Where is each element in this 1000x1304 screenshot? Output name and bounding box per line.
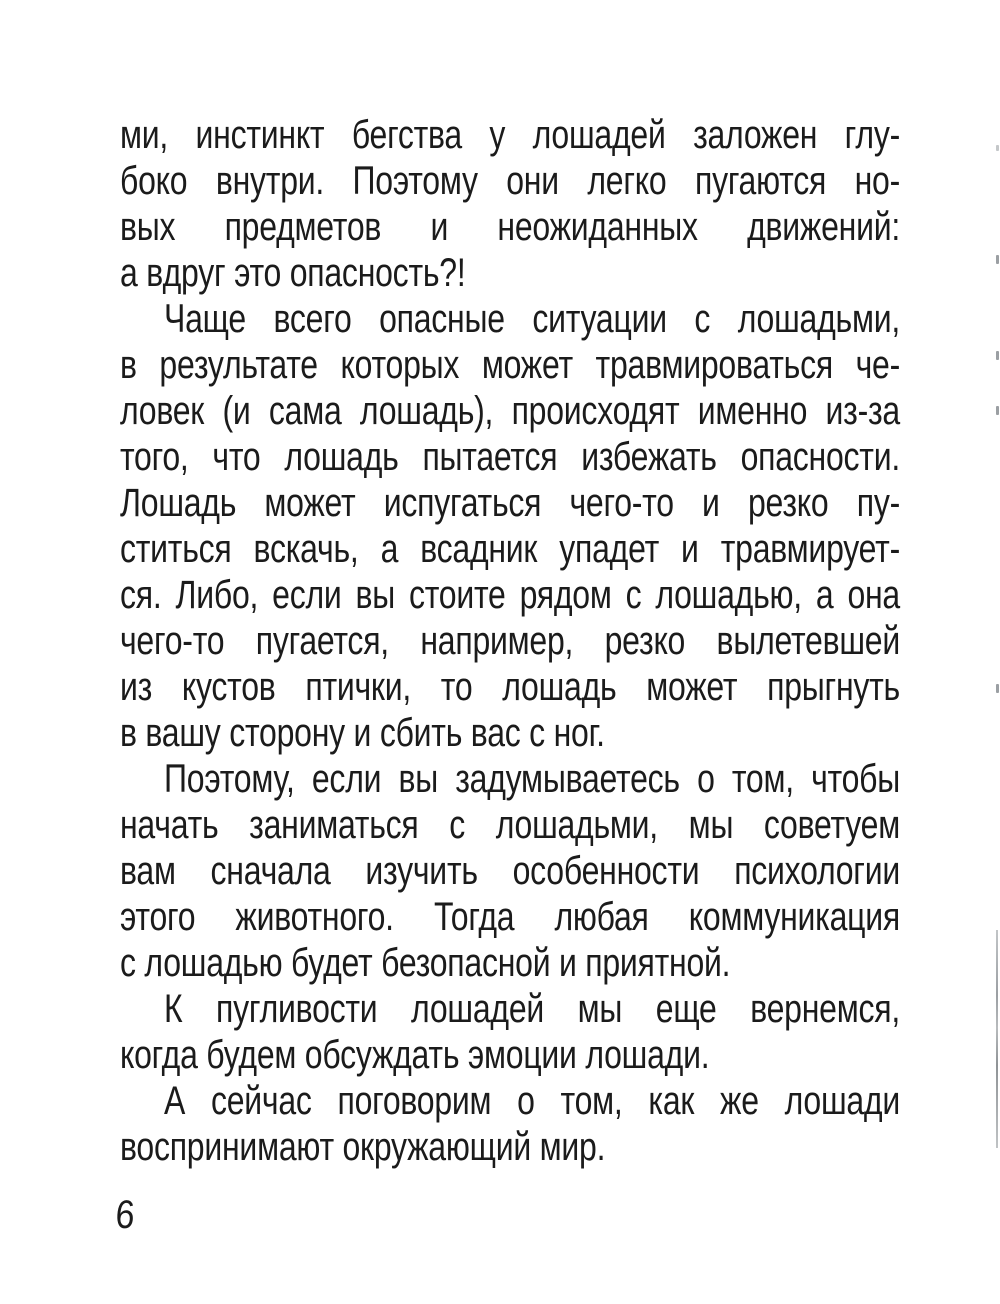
scan-artifact (996, 930, 998, 1148)
text-line: ся. Либо, если вы стоите рядом с лошадью, а она (120, 573, 900, 617)
text-line: боко внутри. Поэтому они легко пугаются но- (120, 159, 900, 203)
text-line: из кустов птички, то лошадь может прыгнуть (120, 665, 900, 709)
text-line: с лошадью будет безопасной и приятной. (120, 941, 731, 985)
text-line: Лошадь может испугаться чего-то и резко пу- (120, 481, 900, 525)
text-line: К пугливости лошадей мы еще вернемся, (164, 987, 900, 1031)
text-line: в вашу сторону и сбить вас с ног. (120, 711, 605, 755)
text-line: чего-то пугается, например, резко вылетевшей (120, 619, 900, 663)
scan-artifact (996, 145, 999, 151)
scan-artifact (996, 406, 999, 415)
body-text (120, 112, 900, 1170)
scan-artifact (996, 684, 999, 693)
page-number: 6 (114, 1193, 136, 1237)
text-line: этого животного. Тогда любая коммуникация (120, 895, 900, 939)
text-line: вам сначала изучить особенности психологии (120, 849, 900, 893)
text-line: Поэтому, если вы задумываетесь о том, чтобы (164, 757, 900, 801)
scan-artifact (996, 351, 999, 360)
text-line: воспринимают окружающий мир. (120, 1125, 606, 1169)
text-line: а вдруг это опасность?! (120, 251, 466, 295)
text-line: в результате которых может травмироваться че- (120, 343, 900, 387)
text-line: ститься вскачь, а всадник упадет и травмирует- (120, 527, 900, 571)
text-line: ми, инстинкт бегства у лошадей заложен глу- (120, 113, 900, 157)
scan-artifact (996, 255, 999, 264)
text-line: того, что лошадь пытается избежать опасности. (120, 435, 900, 479)
text-line: А сейчас поговорим о том, как же лошади (164, 1079, 900, 1123)
text-line: ловек (и сама лошадь), происходят именно из-за (120, 389, 900, 433)
text-line: начать заниматься с лошадьми, мы советуем (120, 803, 900, 847)
text-line: когда будем обсуждать эмоции лошади. (120, 1033, 710, 1077)
text-line: Чаще всего опасные ситуации с лошадьми, (164, 297, 900, 341)
text-line: вых предметов и неожиданных движений: (120, 205, 900, 249)
